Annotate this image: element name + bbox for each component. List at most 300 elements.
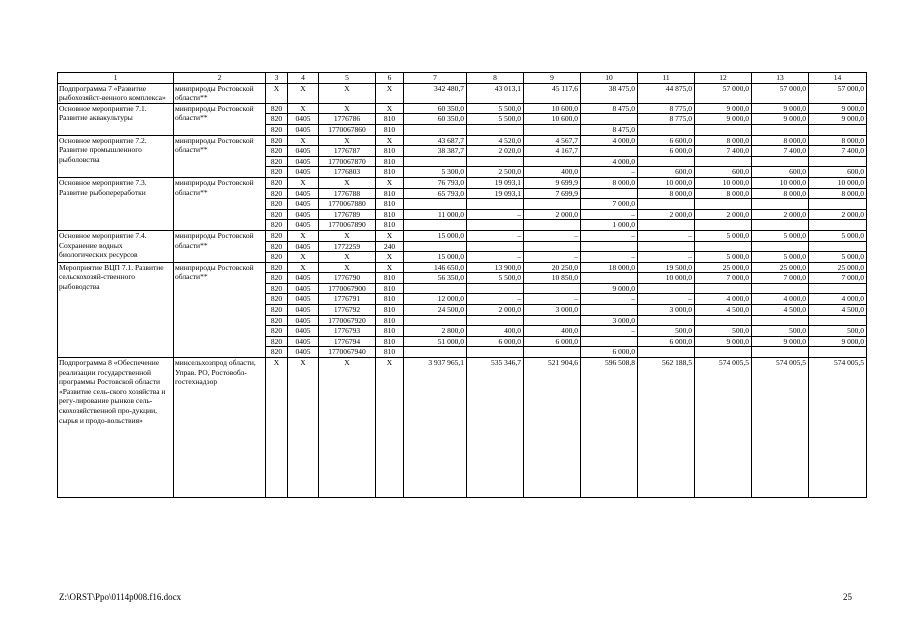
value-cell [467,199,524,210]
value-cell: 820 [266,103,288,114]
value-cell: 8 000,0 [752,188,809,199]
value-cell [695,315,752,326]
value-cell: 8 475,0 [581,124,638,135]
value-cell: 810 [376,209,404,220]
value-cell [695,199,752,210]
value-cell: 10 000,0 [695,177,752,188]
value-cell: 13 900,0 [467,262,524,273]
value-cell: 2 500,0 [467,167,524,178]
value-cell: 6 000,0 [638,336,695,347]
table-row [58,135,867,146]
value-cell: 25 000,0 [809,262,867,273]
value-cell: 8 775,0 [638,114,695,125]
value-cell [524,315,581,326]
value-cell: 535 346,7 [467,358,524,498]
value-cell: – [581,209,638,220]
value-cell: – [524,294,581,305]
value-cell: 0405 [288,347,319,358]
value-cell: 820 [266,315,288,326]
value-cell [467,241,524,252]
value-cell: 500,0 [809,326,867,337]
value-cell: 8 775,0 [638,103,695,114]
value-cell: 820 [266,124,288,135]
value-cell: 0405 [288,156,319,167]
value-cell: 0405 [288,326,319,337]
program-name-cell: Подпрограмма 7 «Развитие рыбохозяйст-венного комплекса» [58,83,174,103]
value-cell: 7 000,0 [695,273,752,284]
value-cell: 9 000,0 [581,283,638,294]
value-cell: 2 020,0 [467,146,524,157]
value-cell [581,146,638,157]
value-cell: Х [319,252,376,263]
table-row [58,230,867,241]
value-cell: Х [319,83,376,103]
value-cell: 820 [266,347,288,358]
value-cell: 820 [266,283,288,294]
value-cell: 820 [266,177,288,188]
value-cell: 1770067880 [319,199,376,210]
column-header: 11 [638,73,695,84]
value-cell: 1770067890 [319,220,376,231]
value-cell [524,283,581,294]
file-path: Z:\ORST\Ppo\0114p008.f16.docx [59,592,182,602]
program-name-cell: Основное мероприятие 7.3. Развитие рыбопереработки [58,177,174,230]
value-cell: Х [288,177,319,188]
column-header: 5 [319,73,376,84]
value-cell: 0405 [288,199,319,210]
value-cell: 810 [376,146,404,157]
value-cell: 2 000,0 [524,209,581,220]
value-cell: – [467,230,524,241]
value-cell [752,315,809,326]
value-cell: 10 600,0 [524,103,581,114]
value-cell: Х [288,83,319,103]
budget-table [57,72,867,498]
value-cell: 820 [266,262,288,273]
value-cell [752,283,809,294]
value-cell: 8 000,0 [638,188,695,199]
program-name-cell: Подпрограмма 8 «Обеспечение реализации государственной программы Ростовской области «Развитие сель-ского хозяйства и регу-лирование рынков сель-скохозяйственной про-дукции, сырья и продо-вольствия» [58,358,174,498]
value-cell: Х [288,103,319,114]
value-cell [809,220,867,231]
value-cell: 1770067940 [319,347,376,358]
value-cell [638,283,695,294]
value-cell [638,124,695,135]
value-cell: 1776794 [319,336,376,347]
program-name-cell: Мероприятие ВЦП 7.1. Развитие сельскохозяй-ственного рыбоводства [58,262,174,357]
value-cell: 24 500,0 [404,305,467,316]
value-cell: 810 [376,294,404,305]
value-cell: Х [288,262,319,273]
value-cell: 9 000,0 [695,336,752,347]
value-cell: 810 [376,220,404,231]
value-cell: 45 117,6 [524,83,581,103]
value-cell: 60 350,0 [404,103,467,114]
value-cell: Х [376,83,404,103]
value-cell: 342 480,7 [404,83,467,103]
value-cell: 820 [266,241,288,252]
value-cell: 9 699,9 [524,177,581,188]
value-cell: 820 [266,336,288,347]
value-cell: 5 300,0 [404,167,467,178]
value-cell: 820 [266,188,288,199]
value-cell: 1 000,0 [581,220,638,231]
program-name-cell: Основное мероприятие 7.2. Развитие промышленного рыболовства [58,135,174,177]
value-cell: Х [319,177,376,188]
value-cell [809,347,867,358]
column-header: 6 [376,73,404,84]
value-cell: Х [266,83,288,103]
value-cell: 820 [266,252,288,263]
value-cell: 10 000,0 [809,177,867,188]
value-cell: 5 000,0 [809,230,867,241]
value-cell: 0405 [288,188,319,199]
table-row [58,103,867,114]
value-cell [752,347,809,358]
value-cell [695,124,752,135]
value-cell [695,220,752,231]
value-cell [752,124,809,135]
value-cell: 4 000,0 [581,135,638,146]
value-cell [638,199,695,210]
value-cell: 521 904,6 [524,358,581,498]
value-cell: 7 699,9 [524,188,581,199]
value-cell [809,124,867,135]
value-cell: Х [376,262,404,273]
executor-cell: минприроды Ростовской области** [174,177,266,230]
value-cell: 15 000,0 [404,230,467,241]
table-body [58,73,867,498]
value-cell: 810 [376,326,404,337]
value-cell: 60 350,0 [404,114,467,125]
value-cell: 820 [266,305,288,316]
value-cell: 500,0 [695,326,752,337]
value-cell: 4 000,0 [695,294,752,305]
column-header: 3 [266,73,288,84]
value-cell: – [581,294,638,305]
value-cell: 0405 [288,273,319,284]
value-cell [467,283,524,294]
value-cell: 4 167,7 [524,146,581,157]
value-cell: 1776790 [319,273,376,284]
value-cell: 65 793,0 [404,188,467,199]
value-cell: 4 500,0 [809,305,867,316]
column-header: 12 [695,73,752,84]
value-cell: 2 800,0 [404,326,467,337]
value-cell: Х [376,177,404,188]
column-header: 4 [288,73,319,84]
value-cell [404,199,467,210]
value-cell: 1770067860 [319,124,376,135]
value-cell: 820 [266,199,288,210]
value-cell [467,315,524,326]
value-cell: 400,0 [524,326,581,337]
value-cell: 9 000,0 [809,336,867,347]
value-cell: 596 508,8 [581,358,638,498]
value-cell: – [524,230,581,241]
value-cell: Х [376,252,404,263]
value-cell: 500,0 [638,326,695,337]
value-cell: – [524,252,581,263]
value-cell: 9 000,0 [695,103,752,114]
value-cell: 810 [376,347,404,358]
value-cell: 820 [266,273,288,284]
value-cell: 19 093,1 [467,177,524,188]
value-cell: 4 567,7 [524,135,581,146]
value-cell: 574 005,5 [809,358,867,498]
value-cell: 1776788 [319,188,376,199]
value-cell [524,241,581,252]
value-cell: 0405 [288,146,319,157]
value-cell: 4 520,0 [467,135,524,146]
value-cell [404,283,467,294]
value-cell: Х [376,358,404,498]
header-row [58,73,867,84]
value-cell: 8 000,0 [752,135,809,146]
value-cell [581,114,638,125]
value-cell: 0405 [288,124,319,135]
value-cell: 820 [266,156,288,167]
value-cell: 5 000,0 [752,230,809,241]
value-cell [695,347,752,358]
value-cell: 4 000,0 [809,294,867,305]
column-header: 9 [524,73,581,84]
value-cell [809,315,867,326]
value-cell: – [581,252,638,263]
value-cell: 44 875,0 [638,83,695,103]
value-cell: 38 475,0 [581,83,638,103]
table-row [58,262,867,273]
value-cell [752,156,809,167]
value-cell [524,347,581,358]
value-cell: 57 000,0 [809,83,867,103]
value-cell: 820 [266,230,288,241]
value-cell: – [467,209,524,220]
value-cell [467,220,524,231]
value-cell: 1770067920 [319,315,376,326]
value-cell [581,273,638,284]
value-cell: 0405 [288,167,319,178]
value-cell [404,347,467,358]
value-cell: 5 000,0 [695,230,752,241]
value-cell: 240 [376,241,404,252]
executor-cell: минприроды Ростовской области** [174,230,266,262]
value-cell [404,156,467,167]
value-cell [809,156,867,167]
column-header: 14 [809,73,867,84]
value-cell: 4 000,0 [581,156,638,167]
value-cell [404,124,467,135]
value-cell: 56 350,0 [404,273,467,284]
value-cell: 9 000,0 [695,114,752,125]
value-cell: 7 000,0 [809,273,867,284]
executor-cell: минсельхозпрод области, Управ. РО, Ростовобл-гостехнадзор [174,358,266,498]
value-cell [581,305,638,316]
value-cell [524,199,581,210]
value-cell: 1776792 [319,305,376,316]
executor-cell: минприроды Ростовской области** [174,83,266,103]
page-number: 25 [843,592,852,602]
value-cell: 810 [376,124,404,135]
value-cell: Х [376,135,404,146]
value-cell: 5 500,0 [467,114,524,125]
value-cell: 400,0 [467,326,524,337]
value-cell [638,156,695,167]
value-cell: 5 500,0 [467,103,524,114]
value-cell: 8 475,0 [581,103,638,114]
value-cell: 9 000,0 [809,103,867,114]
value-cell [467,124,524,135]
value-cell: 8 000,0 [809,135,867,146]
program-name-cell: Основное мероприятие 7.4. Сохранение водных биологических ресурсов [58,230,174,262]
value-cell: – [467,294,524,305]
table-row [58,177,867,188]
value-cell: 810 [376,336,404,347]
value-cell: – [467,252,524,263]
executor-cell: минприроды Ростовской области** [174,103,266,135]
value-cell: 9 000,0 [752,114,809,125]
value-cell: 146 650,0 [404,262,467,273]
value-cell [524,156,581,167]
value-cell: 810 [376,305,404,316]
value-cell: 20 250,0 [524,262,581,273]
value-cell: 43 687,7 [404,135,467,146]
column-header: 10 [581,73,638,84]
value-cell: 0405 [288,283,319,294]
value-cell: 5 000,0 [695,252,752,263]
value-cell: 600,0 [695,167,752,178]
value-cell: 810 [376,188,404,199]
value-cell: 1776786 [319,114,376,125]
value-cell: 10 600,0 [524,114,581,125]
value-cell: 4 000,0 [752,294,809,305]
executor-cell: минприроды Ростовской области** [174,135,266,177]
value-cell: 7 400,0 [695,146,752,157]
value-cell: 600,0 [809,167,867,178]
value-cell [638,241,695,252]
value-cell: 0405 [288,241,319,252]
value-cell: 810 [376,315,404,326]
value-cell: 7 000,0 [752,273,809,284]
value-cell [695,241,752,252]
column-header: 13 [752,73,809,84]
value-cell: 0405 [288,305,319,316]
value-cell [638,220,695,231]
value-cell: 0405 [288,209,319,220]
value-cell: – [638,252,695,263]
value-cell: 4 500,0 [752,305,809,316]
value-cell [752,220,809,231]
value-cell: Х [288,358,319,498]
value-cell: Х [288,135,319,146]
value-cell: 3 000,0 [638,305,695,316]
value-cell: 8 000,0 [581,177,638,188]
value-cell: 1770067870 [319,156,376,167]
value-cell [809,241,867,252]
value-cell: 38 387,7 [404,146,467,157]
value-cell: 15 000,0 [404,252,467,263]
value-cell: 0405 [288,315,319,326]
value-cell [752,241,809,252]
value-cell: 0405 [288,294,319,305]
value-cell: 8 000,0 [695,188,752,199]
value-cell: – [581,230,638,241]
value-cell: 18 000,0 [581,262,638,273]
value-cell: 500,0 [752,326,809,337]
value-cell: – [638,230,695,241]
value-cell: 10 000,0 [638,177,695,188]
value-cell [404,220,467,231]
value-cell: 2 000,0 [752,209,809,220]
value-cell: 10 000,0 [638,273,695,284]
value-cell: 400,0 [524,167,581,178]
value-cell: 8 000,0 [809,188,867,199]
value-cell: 11 000,0 [404,209,467,220]
value-cell: 0405 [288,336,319,347]
value-cell [467,156,524,167]
value-cell: Х [288,230,319,241]
value-cell: 810 [376,167,404,178]
value-cell [638,315,695,326]
value-cell [524,124,581,135]
value-cell: 6 000,0 [524,336,581,347]
value-cell: 3 000,0 [524,305,581,316]
value-cell [809,283,867,294]
column-header: 8 [467,73,524,84]
value-cell: 5 000,0 [752,252,809,263]
value-cell: Х [319,135,376,146]
value-cell: – [581,326,638,337]
value-cell: – [581,167,638,178]
value-cell: 9 000,0 [752,336,809,347]
value-cell: 0405 [288,220,319,231]
value-cell: 19 500,0 [638,262,695,273]
value-cell: 4 500,0 [695,305,752,316]
value-cell: 810 [376,273,404,284]
value-cell: Х [376,230,404,241]
value-cell: 1776791 [319,294,376,305]
value-cell [809,199,867,210]
value-cell [752,199,809,210]
value-cell: 820 [266,294,288,305]
value-cell [695,156,752,167]
value-cell: 10 000,0 [752,177,809,188]
value-cell: 810 [376,156,404,167]
value-cell [581,241,638,252]
value-cell: 6 600,0 [638,135,695,146]
value-cell: 7 000,0 [581,199,638,210]
value-cell: 8 000,0 [695,135,752,146]
value-cell: 57 000,0 [695,83,752,103]
value-cell: 574 005,5 [752,358,809,498]
value-cell: 3 000,0 [581,315,638,326]
value-cell [695,283,752,294]
value-cell: 1770067900 [319,283,376,294]
value-cell: 2 000,0 [695,209,752,220]
value-cell: 810 [376,199,404,210]
value-cell: 820 [266,114,288,125]
executor-cell: минприроды Ростовской области** [174,262,266,357]
value-cell: 2 000,0 [638,209,695,220]
value-cell [467,347,524,358]
value-cell: 9 000,0 [809,114,867,125]
value-cell [581,188,638,199]
column-header: 2 [174,73,266,84]
value-cell [581,336,638,347]
value-cell: 820 [266,167,288,178]
value-cell: 6 000,0 [638,146,695,157]
value-cell [524,220,581,231]
